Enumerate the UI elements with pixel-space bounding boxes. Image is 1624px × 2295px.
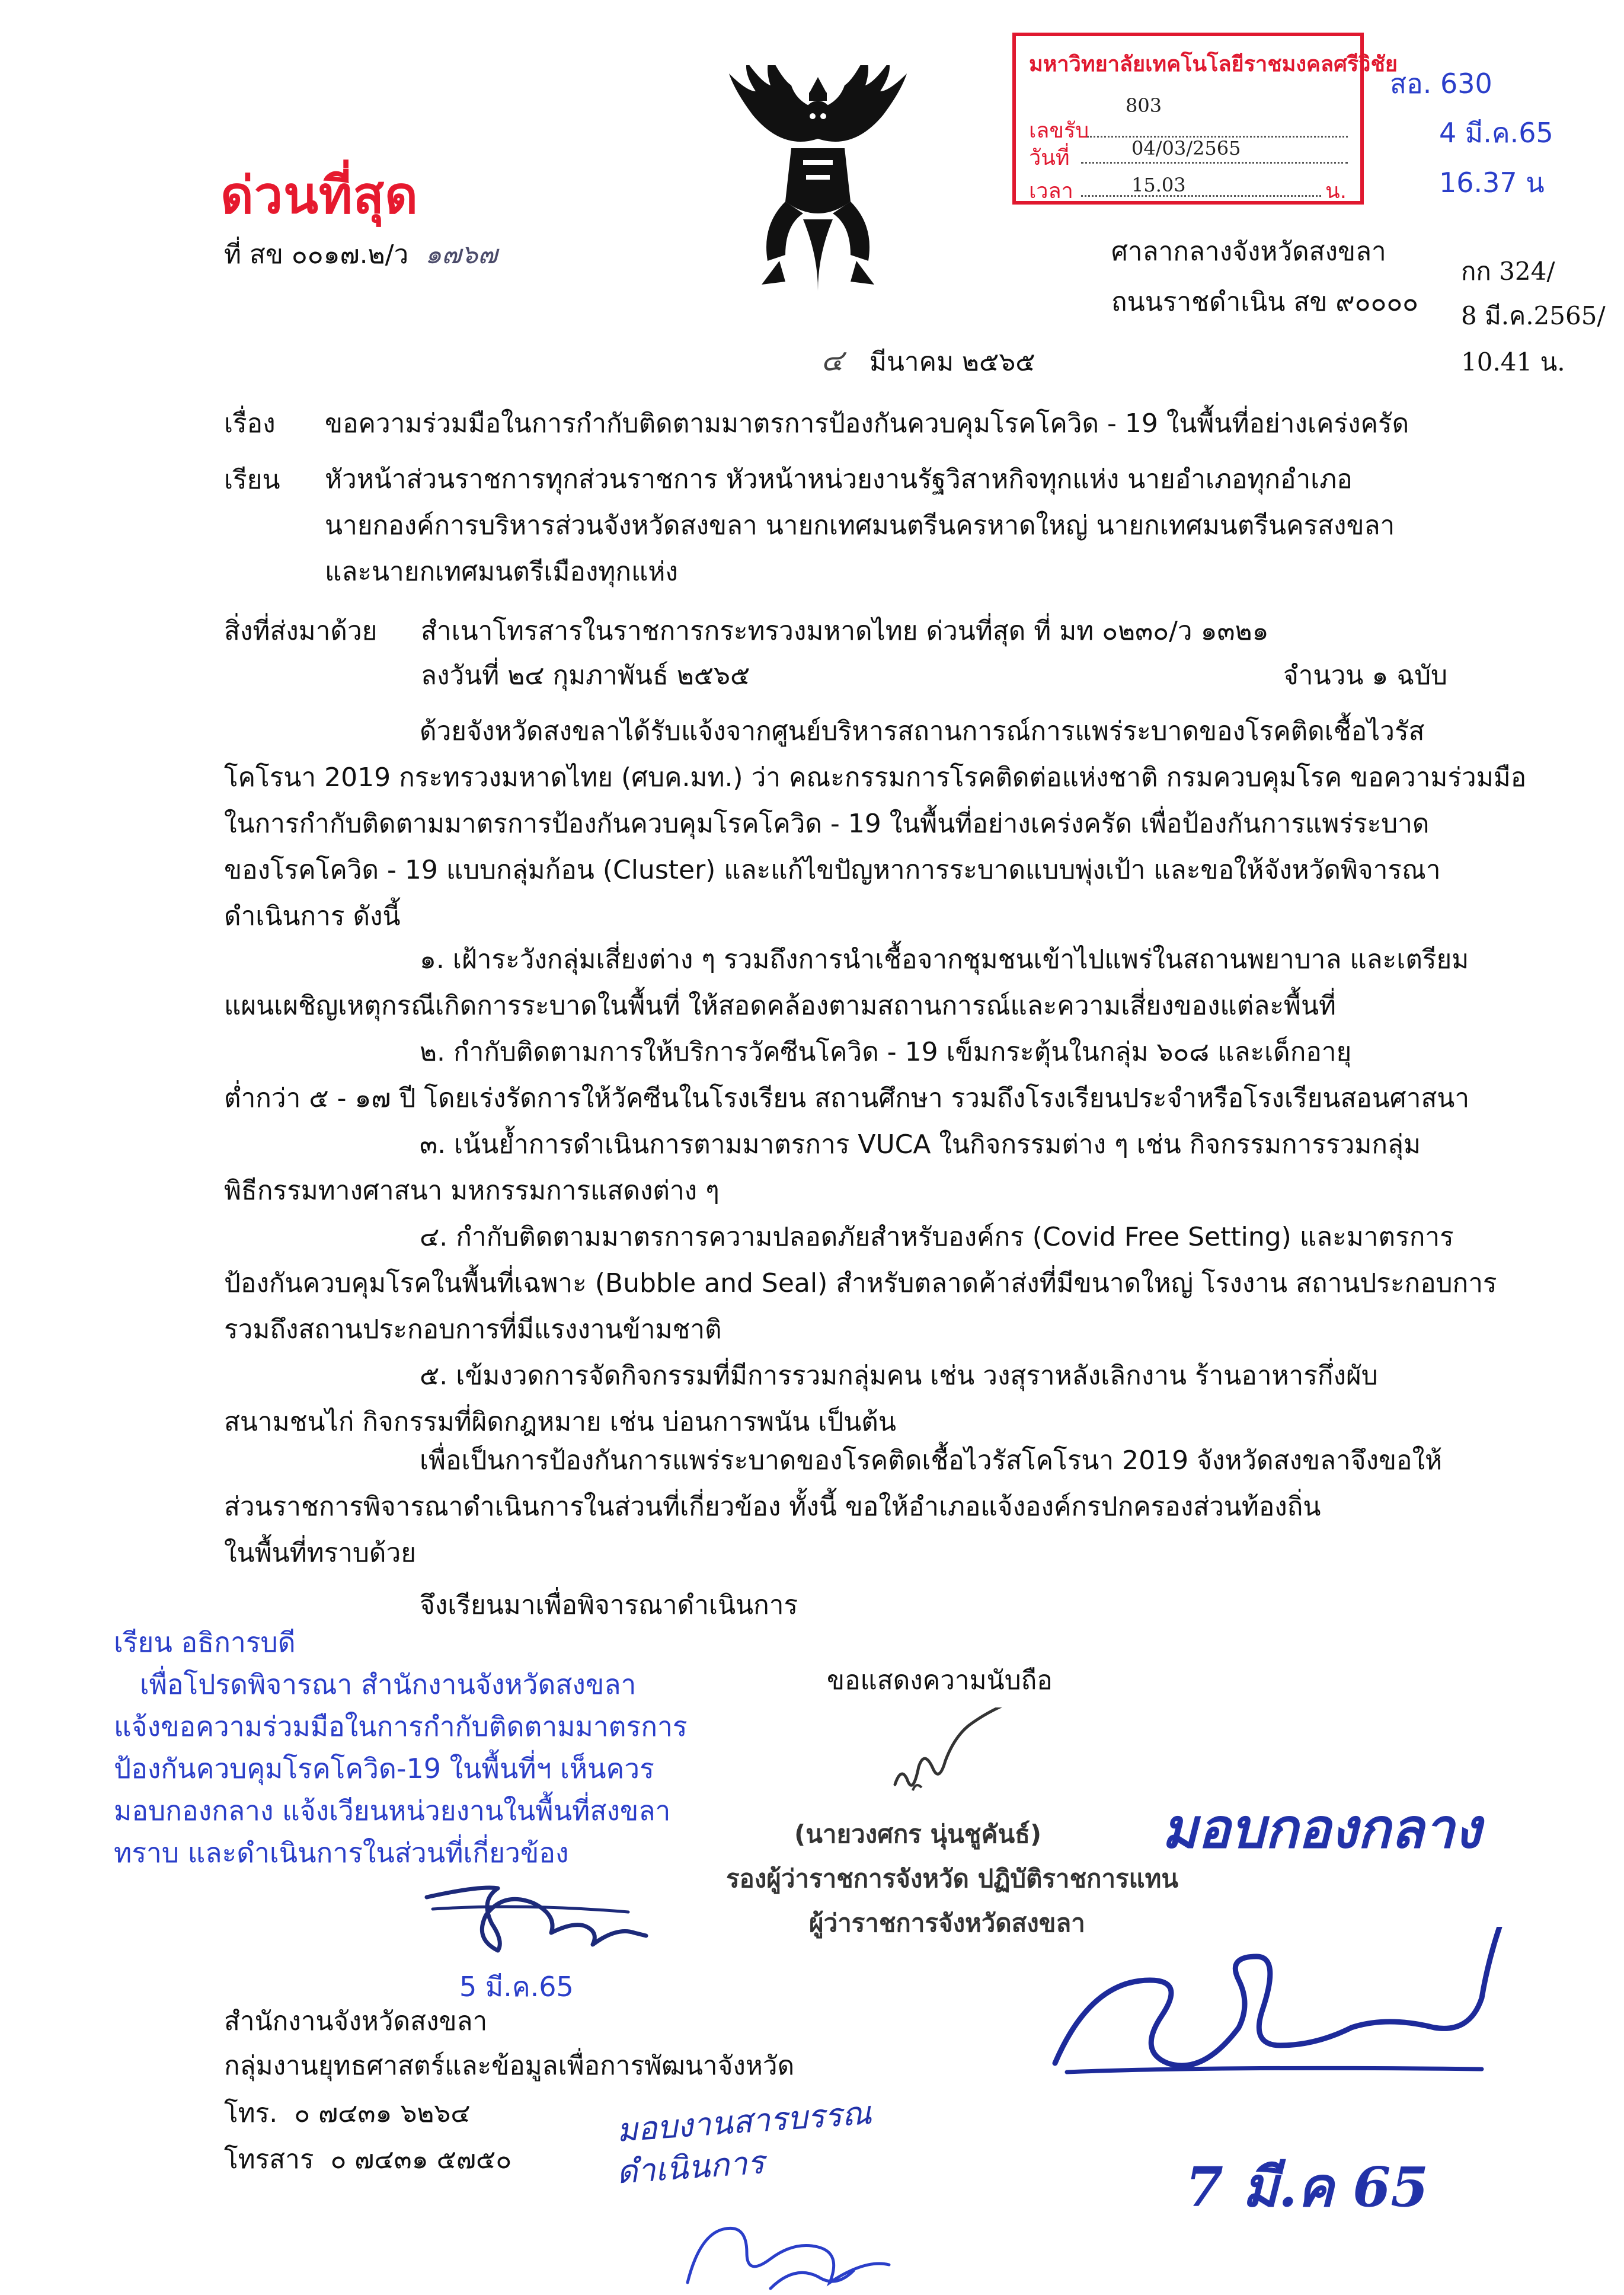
- body-items: [224, 937, 1497, 1445]
- handwritten-assign: มอบกองกลาง: [1162, 1796, 1481, 1860]
- director-note: [114, 1621, 688, 1874]
- item-3-line: ๓. เน้นย้ำการดำเนินการตามมาตรการ VUCA ในกิจกรรมต่าง ๆ เช่น กิจกรรมการรวมกลุ่ม: [420, 1129, 1421, 1160]
- director-signature-icon: [415, 1873, 652, 1962]
- director-sign-date: 5 มี.ค.65: [459, 1971, 574, 2003]
- note-line: มอบกองกลาง แจ้งเวียนหน่วยงานในพื้นที่สงขลา: [114, 1795, 671, 1827]
- note-line: ป้องกันควบคุมโรคโควิด-19 ในพื้นที่ฯ เห็นควร: [114, 1753, 654, 1785]
- item-5-line: สนามชนไก่ กิจกรรมที่ผิดกฎหมาย เช่น บ่อนการพนัน เป็นต้น: [224, 1407, 896, 1437]
- body-closing: [224, 1438, 1442, 1576]
- item-5-line: ๕. เข้มงวดการจัดกิจกรรมที่มีการรวมกลุ่มคน เช่น วงสุราหลังเลิกงาน ร้านอาหารกึ่งผับ: [420, 1361, 1378, 1391]
- urgency-label: ด่วนที่สุด: [220, 166, 418, 225]
- stamp-date-label: วันที่: [1029, 146, 1070, 170]
- note-line: เรียน อธิการบดี: [114, 1626, 296, 1658]
- closing-line: ส่วนราชการพิจารณาดำเนินการในส่วนที่เกี่ยวข้อง ทั้งนี้ ขอให้อำเภอแจ้งองค์กรปกครองส่วนท้องถิ่น: [224, 1492, 1321, 1522]
- to-label: เรียน: [224, 465, 280, 495]
- body-line: ของโรคโควิด - 19 แบบกลุ่มก้อน (Cluster) และแก้ไขปัญหาการระบาดแบบพุ่งเป้า และขอให้จังหวัดพิจารณา: [224, 855, 1441, 885]
- note-so-time: 16.37 น: [1439, 167, 1545, 199]
- to-recipients: [325, 457, 1395, 595]
- note-so-number: สอ. 630: [1390, 68, 1492, 100]
- enclosure-label: สิ่งที่ส่งมาด้วย: [224, 616, 378, 646]
- item-2-line: ต่ำกว่า ๕ - ๑๗ ปี โดยเร่งรัดการให้วัคซีนในโรงเรียน สถานศึกษา รวมถึงโรงเรียนประจำหรือโรงเรียนสอนศาสนา: [224, 1083, 1470, 1113]
- date-month-year: มีนาคม ๒๕๖๕: [869, 347, 1035, 377]
- note-kk-date: 8 มี.ค.2565/: [1461, 301, 1606, 330]
- stamp-recv-label: เลขรับ: [1029, 119, 1089, 143]
- note-kk-time: 10.41 น.: [1461, 347, 1565, 376]
- to-line: นายกองค์การบริหารส่วนจังหวัดสงขลา นายกเทศมนตรีนครหาดใหญ่ นายกเทศมนตรีนครสงขลา: [325, 510, 1395, 541]
- handwritten-instruction-1: มอบงานสารบรรณ: [615, 2094, 873, 2149]
- stamp-time-label: เวลา: [1029, 179, 1073, 203]
- item-4-line: รวมถึงสถานประกอบการที่มีแรงงานข้ามชาติ: [224, 1314, 722, 1345]
- enclosure-line1: สำเนาโทรสารในราชการกระทรวงมหาดไทย ด่วนที่สุด ที่ มท ๐๒๓๐/ว ๑๓๒๑: [421, 616, 1269, 646]
- signatory-title-2: ผู้ว่าราชการจังหวัดสงขลา: [809, 1908, 1085, 1937]
- note-kk-number: กก 324/: [1461, 257, 1555, 286]
- item-1-line: ๑. เฝ้าระวังกลุ่มเสี่ยงต่าง ๆ รวมถึงการนำเชื้อจากชุมชนเข้าไปแพร่ในสถานพยาบาล และเตรียม: [420, 944, 1469, 975]
- to-line: และนายกเทศมนตรีเมืองทุกแห่ง: [325, 557, 678, 587]
- official-signature-icon: [877, 1707, 1055, 1826]
- handwritten-instruction-2: ดำเนินการ: [615, 2143, 766, 2191]
- note-so-date: 4 มี.ค.65: [1439, 117, 1553, 149]
- closing-line: เพื่อเป็นการป้องกันการแพร่ระบาดของโรคติดเชื้อไวรัสโคโรนา 2019 จังหวัดสงขลาจึงขอให้: [420, 1445, 1442, 1476]
- stamp-recv-value: 803: [1126, 94, 1162, 117]
- subject-label: เรื่อง: [224, 408, 276, 439]
- note-line: แจ้งขอความร่วมมือในการกำกับติดตามมาตรการ: [114, 1710, 688, 1742]
- body-request: จึงเรียนมาเพื่อพิจารณาดำเนินการ: [420, 1590, 798, 1620]
- office-fax: โทรสาร ๐ ๗๔๓๑ ๕๗๕๐: [224, 2144, 512, 2175]
- staff-signature-icon: [676, 2194, 913, 2295]
- letter-date: [821, 344, 1035, 378]
- body-line: ในการกำกับติดตามมาตรการป้องกันควบคุมโรคโควิด - 19 ในพื้นที่อย่างเคร่งครัด เพื่อป้องกันการแพร่ระบาด: [224, 809, 1430, 839]
- body-line: โคโรนา 2019 กระทรวงมหาดไทย (ศบค.มท.) ว่า คณะกรรมการโรคติดต่อแห่งชาติ กรมควบคุมโรค ขอความร่วมมือ: [224, 762, 1527, 793]
- closing-line: ในพื้นที่ทราบด้วย: [224, 1538, 416, 1568]
- stamp-date-value: 04/03/2565: [1131, 137, 1241, 159]
- date-day-handwritten: ๔: [821, 343, 843, 378]
- enclosure-line2: ลงวันที่ ๒๔ กุมภาพันธ์ ๒๕๖๕: [421, 660, 750, 691]
- item-3-line: พิธีกรรมทางศาสนา มหกรรมการแสดงต่าง ๆ: [224, 1176, 720, 1206]
- item-1-line: แผนเผชิญเหตุกรณีเกิดการระบาดในพื้นที่ ให้สอดคล้องตามสถานการณ์และความเสี่ยงของแต่ละพื้นที่: [224, 991, 1337, 1021]
- body-intro: [224, 708, 1526, 940]
- signatory-name: (นายวงศกร นุ่นชูคันธ์): [794, 1820, 1042, 1849]
- to-line: หัวหน้าส่วนราชการทุกส่วนราชการ หัวหน้าหน่วยงานรัฐวิสาหกิจทุกแห่ง นายอำเภอทุกอำเภอ: [325, 464, 1353, 494]
- sender-address-line2: ถนนราชดำเนิน สข ๙๐๐๐๐: [1111, 287, 1419, 317]
- item-4-line: ๔. กำกับติดตามมาตรการความปลอดภัยสำหรับองค์กร (Covid Free Setting) และมาตรการ: [420, 1222, 1454, 1252]
- note-line: เพื่อโปรดพิจารณา สำนักงานจังหวัดสงขลา: [114, 1668, 637, 1700]
- item-2-line: ๒. กำกับติดตามการให้บริการวัคซีนโควิด - 19 เข็มกระตุ้นในกลุ่ม ๖๐๘ และเด็กอายุ: [420, 1037, 1352, 1067]
- body-line: ด้วยจังหวัดสงขลาได้รับแจ้งจากศูนย์บริหารสถานการณ์การแพร่ระบาดของโรคติดเชื้อไวรัส: [420, 716, 1425, 746]
- signatory-title-1: รองผู้ว่าราชการจังหวัด ปฏิบัติราชการแทน: [726, 1864, 1179, 1893]
- stamp-institution: มหาวิทยาลัยเทคโนโลยีราชมงคลศรีวิชัย: [1029, 52, 1398, 76]
- item-4-line: ป้องกันควบคุมโรคในพื้นที่เฉพาะ (Bubble and Seal) สำหรับตลาดค้าส่งที่มีขนาดใหญ่ โรงงาน สถานประกอบการ: [224, 1268, 1497, 1298]
- subject-text: ขอความร่วมมือในการกำกับติดตามมาตรการป้องกันควบคุมโรคโควิด - 19 ในพื้นที่อย่างเคร่งครัด: [325, 408, 1409, 439]
- stamp-time-suffix: น.: [1325, 179, 1347, 203]
- body-line: ดำเนินการ ดังนี้: [224, 901, 401, 931]
- enclosure-count: จำนวน ๑ ฉบับ: [1283, 660, 1448, 691]
- office-division: กลุ่มงานยุทธศาสตร์และข้อมูลเพื่อการพัฒนาจังหวัด: [224, 2051, 795, 2081]
- handwritten-date: 7 มี.ค 65: [1185, 2155, 1429, 2219]
- reference-label: ที่ สข ๐๐๑๗.๒/ว: [224, 240, 409, 270]
- office-name: สำนักงานจังหวัดสงขลา: [224, 2006, 488, 2037]
- receipt-stamp: [1012, 33, 1398, 205]
- stamp-time-value: 15.03: [1131, 174, 1186, 196]
- reference-number: [224, 240, 497, 270]
- sender-address-line1: ศาลากลางจังหวัดสงขลา: [1111, 237, 1386, 267]
- president-signature-icon: [1031, 1927, 1505, 2122]
- office-tel: โทร. ๐ ๗๔๓๑ ๖๒๖๔: [224, 2098, 471, 2128]
- garuda-emblem-icon: [714, 65, 922, 296]
- note-line: ทราบ และดำเนินการในส่วนที่เกี่ยวข้อง: [114, 1837, 569, 1869]
- regards: ขอแสดงความนับถือ: [827, 1665, 1053, 1696]
- reference-handwritten: ๑๗๖๗: [425, 240, 498, 270]
